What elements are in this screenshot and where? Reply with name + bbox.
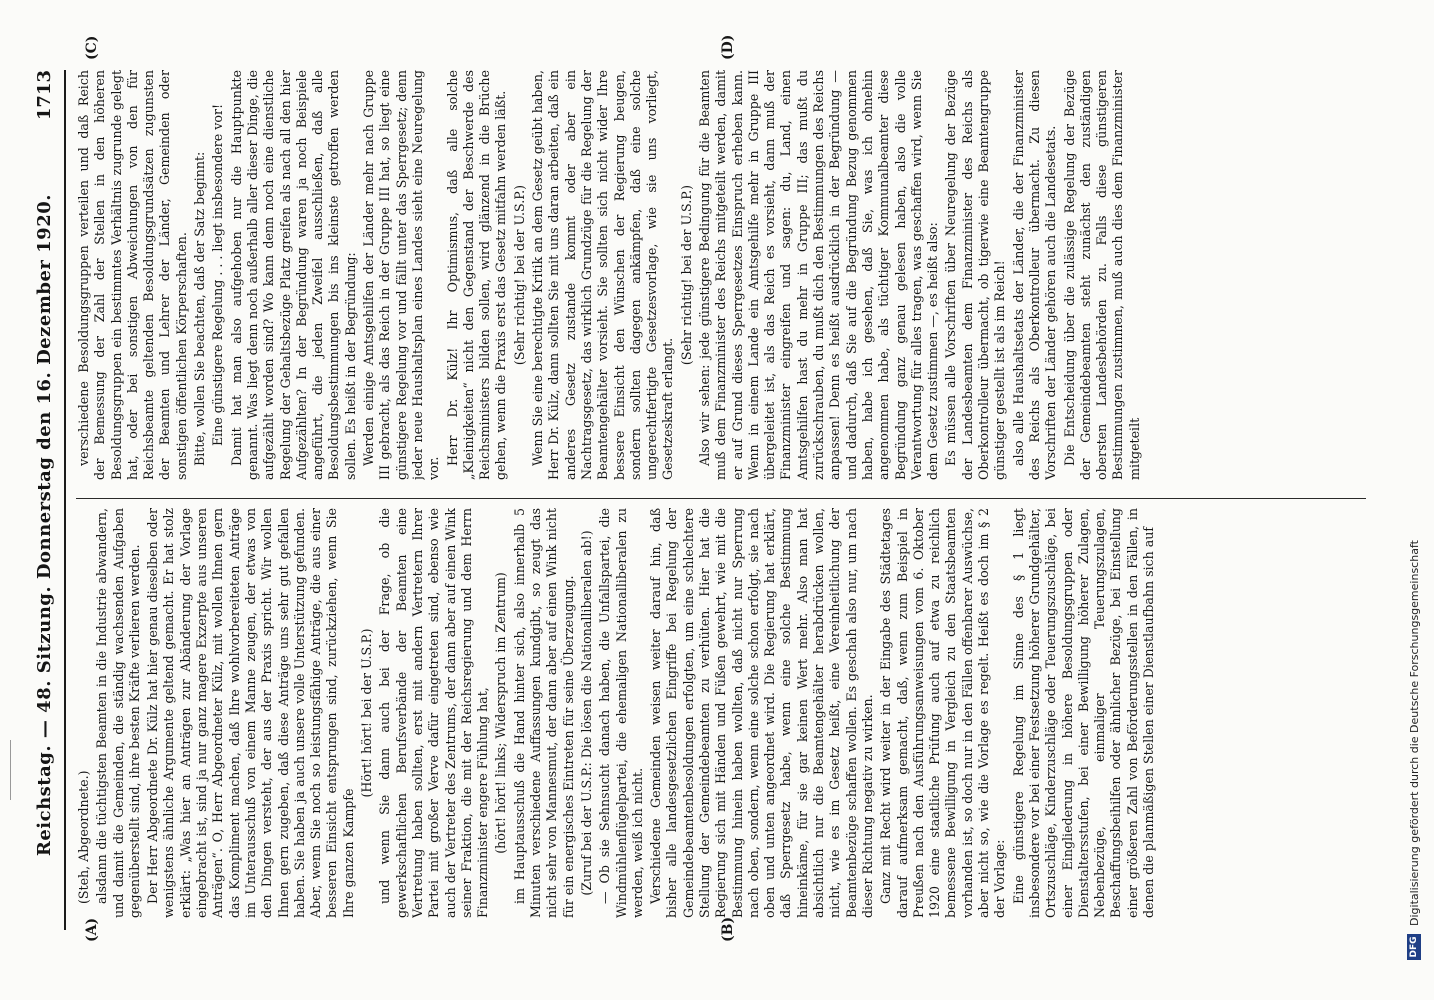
column-divider [76,498,1366,499]
paragraph: im Hauptausschuß die Hand hinter sich, also innerhalb 5 Minuten verschiedene Auffassungen kundgibt, so zeugt das nicht sehr von Mannesmut, der dann aber auf einen Wink nicht für ein energisches Eintreten für seine Überzeugung. [511,508,576,918]
paragraph: Verschiedene Gemeinden weisen weiter darauf hin, daß bisher alle landesgesetzlichen Eingriffe bei Regelung der Gemeindebeamtenbesoldungen erfolgten, um eine schlechtere Stellung der Gemeindebeamten zu verhüten. Hier hat die Regierung sich mit Händen und Füßen gewehrt, wie mit die Bestimmung hinein haben wollten, daß nicht nur Sperrung nach oben, sondern, wenn eine solche schon erfolgt, sie nach oben und unten angeordnet wird. Die Regierung hat erklärt, daß Sperrgesetz habe, wenn eine solche Bestimmung hineinkäme, für sie gar keinen Wert mehr. Also man hat absichtlich nur die Beamtengehälter herabdrücken wollen, nicht, wie es im Gesetz heißt, eine Vereinheitlichung der Beamtenbezüge schaffen wollen. Es geschah also nur, um nach dieser Richtung negativ zu wirken. [648,508,875,918]
margin-marker-a: (A) [84,917,100,942]
quoted-paragraph: Werden einige Amtsgehilfen der Länder mehr nach Gruppe III gebracht, als das Reich in der Gruppe III hat, so liegt eine günstigere Regelung vor und fällt unter das Sperrgesetz; denn jeder neue Haushaltsplan eines Landes sieht eine Neuregelung vor. [361,70,442,480]
paragraph: Also wir sehen: jede günstigere Bedingung für die Beamten muß dem Finanzminister des Reichs mitgeteilt werden, damit er auf Grund dieses Sperrgesetzes Einspruch erheben kann. Wenn in einem Lande ein Amtsgehilfe mehr in Gruppe III übergeleitet ist, als das Reich es vorsieht, dann muß der Finanzminister eingreifen und sagen: du, Land, einen Amtsgehilfen hast du mehr in Gruppe III; das mußt du zurückschrauben, du mußt dich den Bestimmungen des Reichs anpassen! Denn es heißt ausdrücklich in der Begründung — und dadurch, daß Sie auf die Begründung Bezug genommen haben, habe ich gesehen, daß Sie, was ich ohnehin angenommen habe, als tüchtiger Kommunalbeamter diese Begründung ganz genau gelesen haben, also die volle Verantwortung für alles tragen, was geschaffen wird, wenn Sie dem Gesetz zustimmen —, es heißt also: [696,70,941,480]
paragraph: Bitte, wollen Sie beachten, daß der Satz beginnt: [192,151,208,466]
text-column-left [76,508,1366,918]
quoted-line: Eine günstigere Regelung . . . liegt insbesondere vor! [210,103,226,447]
digitization-footer [1404,40,1424,960]
page-number: 1713 [33,70,55,121]
margin-marker-b: (B) [720,916,736,942]
paragraph: und wenn Sie dann auch bei der Frage, ob die gewerkschaftlichen Berufsverbände der Beamten eine Vertretung haben sollten, erst mit andern Vertretern Ihrer Partei mit großer Verve dafür eingetreten sind, ebenso wie auch der Vertreter des Zentrums, der dann aber auf einen Wink seiner Fraktion, die mit der Reichsregierung und dem Herrn Finanzminister engere Fühlung hat, [377,508,491,918]
quoted-paragraph: Es müssen alle Vorschriften über Neuregelung der Bezüge der Landesbeamten dem Finanzminister des Reichs als Oberkontrolleur übermacht, ob tigerwie eine Beamtengruppe günstiger gestellt ist als im Reich! [943,70,1008,480]
paragraph: alsdann die tüchtigsten Beamten in die Industrie abwandern, und damit die Gemeinden, die ständig wachsenden Aufgaben gegenüberstellt sind, ihre besten Kräfte verlieren werden. [94,508,142,918]
paragraph: Wenn Sie eine berechtigte Kritik an dem Gesetz geübt haben, Herr Dr. Külz, dann sollten Sie mit uns daran arbeiten, daß ein anderes Gesetz zustande kommt oder aber ein Nachtragsgesetz, das wirklich Grundzüge für die Regelung der Beamtengehälter vorsieht. Sie sollten sich nicht wider Ihre bessere Einsicht den Wünschen der Regierung beugen, sondern sollten dagegen ankämpfen, daß eine solche ungerechtfertigte Gesetzesvorlage, wie sie uns vorliegt, Gesetzeskraft erlangt. [530,70,676,480]
page-header [24,70,66,930]
footer-text: Digitalisierung gefördert durch die Deutsche Forschungsgemeinschaft [1407,540,1421,926]
quoted-paragraph: Eine günstigere Regelung im Sinne des § 1 liegt insbesondere vor bei einer Festsetzung höherer Grundgehälter, Ortszuschläge, Kinderzuschläge oder Teuerungszuschläge, bei einer Eingliederung in höhere Besoldungsgruppen oder Dienstaltersstufen, bei einer Bewilligung höherer Zulagen, Nebenbezüge, einmaliger Teuerungszulagen, Beschaffungsbeihilfen oder ähnlicher Bezüge, bei Einstellung einer größeren Zahl von Beförderungsstellen in den Fällen, in denen die planmäßigen Stellen einer Dienstlaufbahn sich auf [1010,508,1156,918]
paragraph: Die Entscheidung über die zulässige Regelung der Bezüge der Gemeindebeamten steht zunächst den zuständigen obersten Landesbehörden zu. Falls diese günstigeren Bestimmungen zustimmen, muß auch dies dem Finanzminister mitgeteilt [1061,70,1142,480]
margin-marker-d: (D) [720,34,736,60]
paragraph: also alle Haushaltsetats der Länder, die der Finanzminister des Reichs als Oberkontrolleur übermacht. Zu diesen Vorschriften der Länder gehören auch die Landesetats. [1010,70,1059,480]
text-column-right [76,70,1366,480]
paragraph: Ganz mit Recht wird weiter in der Eingabe des Städtetages darauf aufmerksam gemacht, daß, wenn zum Beispiel in Preußen nach den Ausführungsanweisungen vom 6. Oktober 1920 eine staatliche Prüfung auch auf etwa zu reichlich bemessene Bewilligung in Vergleich zu den Staatsbeamten vorhanden ist, so doch nur in den Fällen offenbarer Auswüchse, aber nicht so, wie die Vorlage es regelt. Heißt es doch im § 2 der Vorlage: [878,508,1008,918]
paragraph: Herr Dr. Külz! Ihr Optimismus, daß alle solche „Kleinigkeiten“ nicht den Gegenstand der Beschwerde des Reichsministers bilden sollen, wird glänzend in die Brüche gehen, wenn die Praxis erst das Gesetz mitfahn werden läßt. [444,70,509,480]
margin-marker-c: (C) [84,35,100,60]
paragraph: Damit hat man also aufgehoben nur die Hauptpunkte genannt. Was liegt denn noch außerhalb aller dieser Dinge, die aufgezählt worden sind? Wo kann denn noch eine dienstliche Regelung der Gehaltsbezüge Platz greifen als nach all den hier Aufgezählten? In der Begründung waren ja noch Beispiele angeführt, die jeden Zweifel ausschließen, daß alle Besoldungsbestimmungen bis ins kleinste getroffen werden sollen. Es heißt in der Begründung: [228,70,358,480]
dfg-logo-icon: DFG [1407,934,1421,960]
interjection: (Sehr richtig! bei der U.S.P.) [511,184,527,366]
top-dash [10,740,11,800]
interjection: (Hört! hört! bei der U.S.P.) [359,628,375,798]
interjection: (hört! hört! links; Widerspruch im Zentrum) [493,572,509,854]
paragraph: verschiedene Besoldungsgruppen verteilen und daß Reich der Bemessung der Zahl der Stellen in den höheren Besoldungsgruppen ein bestimmtes Verhältnis zugrunde gelegt hat, oder bei sonstigen Abweichungen von den für Reichsbeamte geltenden Besoldungsgrundsätzen zugunsten der Beamten und Lehrer der Länder, Gemeinden oder sonstigen öffentlichen Körperschaften. [76,70,189,480]
paragraph: Der Herr Abgeordnete Dr. Külz hat hier genau dieselben oder wenigstens ähnliche Argumente geltend gemacht. Er hat stolz erklärt: „Was hier an Anträgen zur Abänderung der Vorlage eingebracht ist, sind ja nur ganz magere Exzerpte aus unseren Anträgen“. O, Herr Abgeordneter Külz, mit wollen Ihnen gern das Kompliment machen, daß Ihre wohlvorbereiteten Anträge im Unterausschuß von einem Manne zeugen, der etwas von den Dingen versteht, der aus der Praxis spricht. Wir wollen Ihnen gern zugeben, daß diese Anträge uns sehr gut gefallen haben. Sie haben ja auch unsere volle Unterstützung gefunden. Aber, wenn Sie noch so leistungsfähige Anträge, die aus einer besseren Einsicht entsprungen sind, zurückziehen, wenn Sie Ihre ganzen Kampfe [145,508,356,918]
paragraph: — Ob sie Sehnsucht danach haben, die Unfallspartei, die Windmühlenflügelpartei, die ehemaligen Nationalliberalen zu werden, weiß ich nicht. [597,508,645,918]
interjection: (Sehr richtig! bei der U.S.P.) [678,184,694,366]
paragraph: (Steh, Abgeordnete.) [76,770,91,904]
interjection: (Zuruf bei der U.S.P.: Die lösen die Nationalliberalen ab!) [578,530,594,896]
header-title: Reichstag. — 48. Sitzung. Donnerstag den 16. Dezember 1920. [33,193,55,857]
